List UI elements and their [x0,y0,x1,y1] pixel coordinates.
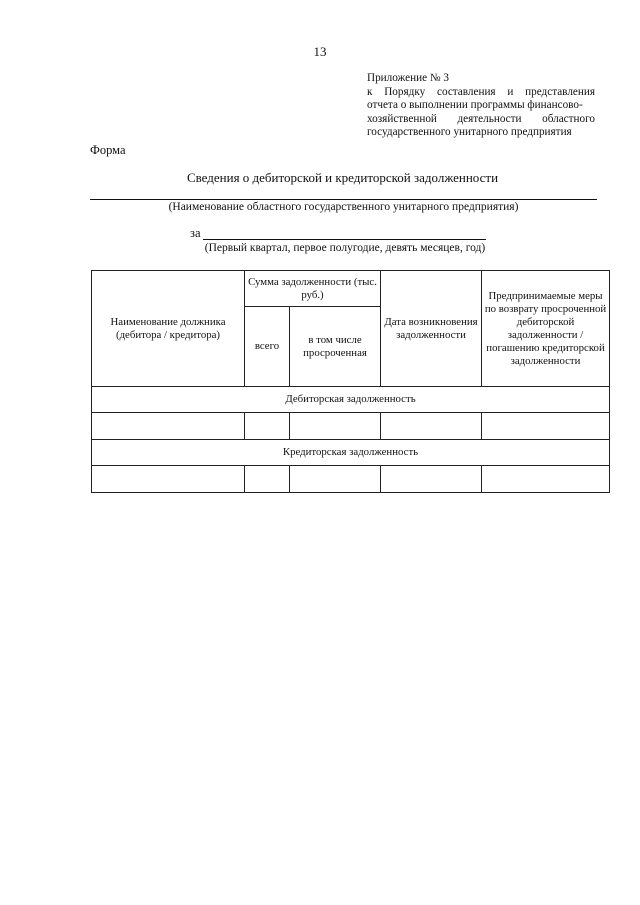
organization-caption: (Наименование областного государственного унитарного предприятия) [168,201,519,213]
cell-overdue[interactable] [290,466,381,493]
cell-date[interactable] [381,413,482,440]
cell-total[interactable] [245,466,290,493]
cell-measures[interactable] [482,466,610,493]
appendix-line-2: отчета о выполнении программы финансово- [367,99,583,111]
cell-total[interactable] [245,413,290,440]
page-number: 13 [313,44,327,59]
form-label: Форма [90,143,126,157]
organization-name-line [90,199,597,200]
cell-debtor-name[interactable] [92,466,245,493]
section-payables: Кредиторская задолженность [92,440,610,466]
appendix-title: Приложение № 3 [367,72,449,84]
period-prefix: за [190,226,201,240]
header-date: Дата возникновения задолженности [381,271,482,387]
header-measures: Предпринимаемые меры по возврату просроченной дебиторской задолженности / погашению кредиторской задолженности [482,271,610,387]
cell-measures[interactable] [482,413,610,440]
cell-debtor-name[interactable] [92,413,245,440]
period-caption: (Первый квартал, первое полугодие, девять месяцев, год) [204,242,486,254]
appendix-line-4: государственного унитарного предприятия [367,126,572,138]
section-payables-row [92,440,610,466]
table-row [92,466,610,493]
section-receivables: Дебиторская задолженность [92,387,610,413]
document-title: Сведения о дебиторской и кредиторской задолженности [186,170,499,185]
header-amount-group: Сумма задолженности (тыс. руб.) [245,271,381,307]
section-receivables-row [92,387,610,413]
cell-date[interactable] [381,466,482,493]
appendix-block [367,72,595,140]
header-total: всего [245,307,290,387]
cell-overdue[interactable] [290,413,381,440]
table-row [92,413,610,440]
header-overdue: в том числе просроченная [290,307,381,387]
period-row [190,226,500,242]
appendix-line-3: хозяйственной деятельности областного [367,112,595,125]
period-line [203,239,486,240]
appendix-line-1: к Порядку составления и представления [367,85,595,98]
debt-table [91,270,610,493]
header-debtor-name: Наименование должника (дебитора / кредитора) [92,271,245,387]
